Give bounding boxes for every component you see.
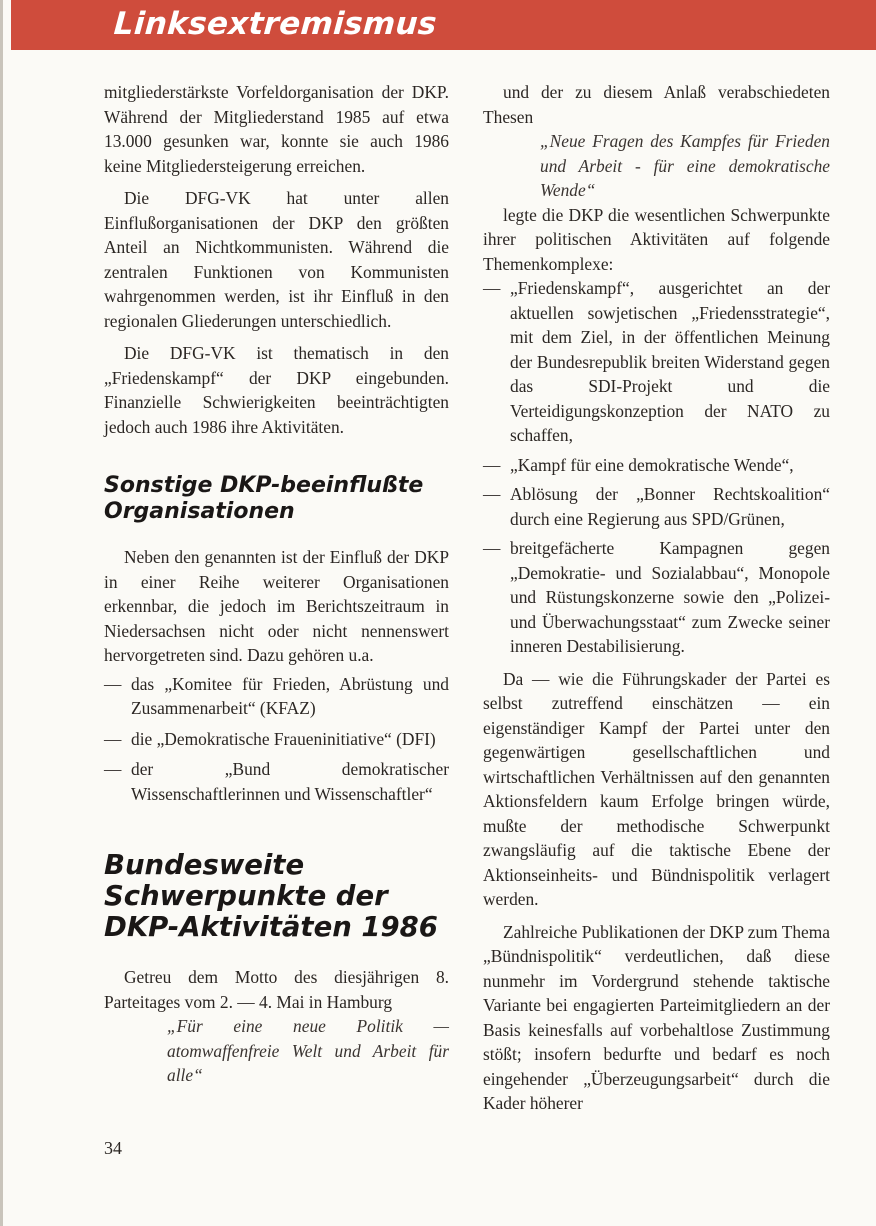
organisation-item: — der „Bund demokratischer Wissenschaftlerinnen und Wissenschaftler“ [104, 757, 449, 806]
theses-quote: „Neue Fragen des Kampfes für Frieden und Arbeit - für eine demokratische Wende“ [540, 131, 830, 200]
section-header-band [11, 0, 876, 50]
motto-quote: „Für eine neue Politik — atomwaffenfreie Welt und Arbeit für alle“ [167, 1016, 449, 1085]
other-organisations-paragraph: Neben den genannten ist der Einfluß der DKP in einer Reihe weiterer Organisationen erkennbar, die jedoch im Berichtszeitraum in Niedersachsen nicht oder nicht nennenswert hervorgetreten sind. Dazu gehören u.a. [104, 547, 449, 665]
section-header-title: Linksextremismus [112, 6, 438, 42]
page-number: 34 [104, 1138, 122, 1158]
focus-item: — „Kampf für eine demokratische Wende“, [483, 453, 830, 478]
left-column [104, 80, 449, 1088]
body-paragraph-1: Da — wie die Führungskader der Partei es selbst zutreffend einschätzen — ein eigenständiger Kampf der Partei unter den gegenwärtigen gesellschaftlichen und wirtschaftlichen Verhältnissen auf den genannten Aktionsfeldern kaum Erfolge bringen würde, mußte der methodische Schwerpunkt zwangsläufig auf die taktische Ebene der Aktionseinheits- und Bündnispolitik verlagert werden. [483, 668, 830, 909]
intro-paragraph-1: mitgliederstärkste Vorfeldorganisation der DKP. Während der Mitgliederstand 1985 auf etwa 13.000 gesunken war, konnte sie auch 1986 keine Mitgliedersteigerung erreichen. [104, 82, 449, 176]
organisation-item: — das „Komitee für Frieden, Abrüstung und Zusammenarbeit“ (KFAZ) [104, 672, 449, 721]
motto-intro-paragraph: Getreu dem Motto des diesjährigen 8. Parteitages vom 2. — 4. Mai in Hamburg [104, 967, 449, 1012]
page-edge-rule [0, 0, 3, 1226]
section-heading-other-organisations: Sonstige DKP-beeinflußte Organisationen [104, 473, 424, 524]
organisation-item: — die „Demokratische Fraueninitiative“ (DFI) [104, 727, 449, 752]
right-column [483, 80, 830, 1116]
organisation-list [104, 672, 449, 807]
body-paragraph-2: Zahlreiche Publikationen der DKP zum Thema „Bündnispolitik“ verdeutlichen, daß diese nunmehr im Vordergrund stehende taktische Variante bei engagierten Parteimitgliedern an der Basis keinesfalls auf vorbehaltlose Zustimmung stößt; insofern bedurfte und bedarf es noch eingehender „Überzeugungsarbeit“ durch die Kader höherer [483, 921, 830, 1113]
intro-paragraph-3: Die DFG-VK ist thematisch in den „Friedenskampf“ der DKP eingebunden. Finanzielle Schwierigkeiten beeinträchtigten jedoch auch 1986 ihre Aktivitäten. [104, 343, 449, 437]
focus-intro: legte die DKP die wesentlichen Schwerpunkte ihrer politischen Aktivitäten auf folgende Themenkomplexe: [483, 204, 830, 274]
focus-item: — Ablösung der „Bonner Rechtskoalition“ durch eine Regierung aus SPD/Grünen, [483, 482, 830, 531]
intro-paragraph-2: Die DFG-VK hat unter allen Einflußorganisationen der DKP den größten Anteil an Nichtkommunisten. Während die zentralen Funktionen von Kommunisten wahrgenommen werden, ist ihr Einfluß in den regionalen Gliederungen unterschiedlich. [104, 188, 449, 331]
focus-list [483, 276, 830, 659]
focus-item: — „Friedenskampf“, ausgerichtet an der aktuellen sowjetischen „Friedensstrategie“, mit dem Ziel, in der öffentlichen Meinung der Bundesrepublik breiten Widerstand gegen das SDI-Projekt und die Verteidigungskonzeption der NATO zu schaffen, [483, 276, 830, 448]
focus-item: — breitgefächerte Kampagnen gegen „Demokratie- und Sozialabbau“, Monopole und Rüstungskonzerne sowie den „Polizei- und Überwachungsstaat“ zum Zwecke seiner inneren Destabilisierung. [483, 536, 830, 659]
main-heading-nationwide-focus: Bundesweite Schwerpunkte der DKP-Aktivitäten 1986 [104, 849, 438, 943]
theses-intro: und der zu diesem Anlaß verabschiedeten Thesen [483, 82, 830, 127]
